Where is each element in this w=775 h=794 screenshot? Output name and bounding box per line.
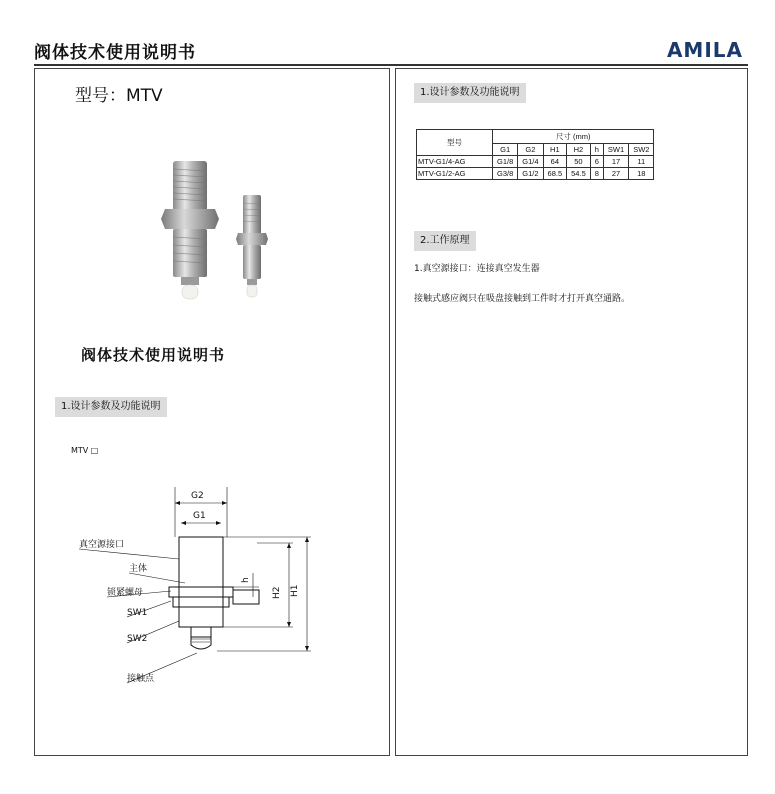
body-label: 主体 bbox=[129, 564, 148, 574]
column-header: G1 bbox=[493, 144, 518, 156]
table-cell: G1/2 bbox=[518, 168, 543, 180]
principle-paragraph-2: 接触式感应阀只在吸盘接触到工件时才打开真空通路。 bbox=[414, 294, 631, 304]
g1-label: G1 bbox=[193, 511, 206, 521]
section-tag-design-params: 1.设计参数及功能说明 bbox=[55, 397, 167, 417]
dimension-drawing bbox=[79, 487, 329, 687]
table-cell: 50 bbox=[567, 156, 591, 168]
table-cell: 64 bbox=[543, 156, 567, 168]
spec-table bbox=[416, 129, 654, 180]
lock-nut-label: 锁紧螺母 bbox=[107, 588, 144, 598]
table-cell: 68.5 bbox=[543, 168, 567, 180]
section-tag-working-principle: 2.工作原理 bbox=[414, 231, 476, 251]
table-row bbox=[417, 168, 654, 180]
model-code: MTV □ bbox=[71, 446, 99, 455]
table-cell: 6 bbox=[590, 156, 603, 168]
column-header: SW1 bbox=[603, 144, 628, 156]
column-header: H2 bbox=[567, 144, 591, 156]
column-header: G2 bbox=[518, 144, 543, 156]
h-label: h bbox=[241, 577, 251, 583]
sw1-label: SW1 bbox=[127, 608, 148, 618]
column-header: SW2 bbox=[629, 144, 654, 156]
h2-label: H2 bbox=[272, 586, 282, 599]
contact-label: 接触点 bbox=[127, 674, 155, 684]
section-tag-design-params-right: 1.设计参数及功能说明 bbox=[414, 83, 526, 103]
column-header: h bbox=[590, 144, 603, 156]
brand-logo: AMILA bbox=[666, 38, 743, 62]
model-column-header: 型号 bbox=[417, 130, 493, 156]
h1-label: H1 bbox=[290, 584, 300, 597]
table-cell: 11 bbox=[629, 156, 654, 168]
table-cell: 27 bbox=[603, 168, 628, 180]
dimensions-header: 尺寸 (mm) bbox=[493, 130, 654, 144]
column-header: H1 bbox=[543, 144, 567, 156]
table-cell: G1/4 bbox=[518, 156, 543, 168]
sw2-label: SW2 bbox=[127, 634, 148, 644]
table-cell: 8 bbox=[590, 168, 603, 180]
right-panel bbox=[395, 68, 748, 756]
product-photo bbox=[135, 159, 295, 309]
g2-label: G2 bbox=[191, 491, 204, 501]
left-panel bbox=[34, 68, 390, 756]
manual-heading: 阀体技术使用说明书 bbox=[81, 346, 226, 364]
table-cell: G3/8 bbox=[493, 168, 518, 180]
table-cell: 17 bbox=[603, 156, 628, 168]
table-cell: 54.5 bbox=[567, 168, 591, 180]
model-title: 型号：MTV bbox=[75, 86, 163, 106]
principle-paragraph-1: 1.真空源接口：连接真空发生器 bbox=[414, 264, 540, 274]
document-title: 阀体技术使用说明书 bbox=[34, 43, 196, 63]
table-cell-model: MTV-G1/4-AG bbox=[417, 156, 493, 168]
header-rule bbox=[34, 64, 748, 66]
table-cell: 18 bbox=[629, 168, 654, 180]
vacuum-port-label: 真空源接口 bbox=[79, 540, 125, 550]
table-cell: G1/8 bbox=[493, 156, 518, 168]
table-row bbox=[417, 156, 654, 168]
table-cell-model: MTV-G1/2-AG bbox=[417, 168, 493, 180]
